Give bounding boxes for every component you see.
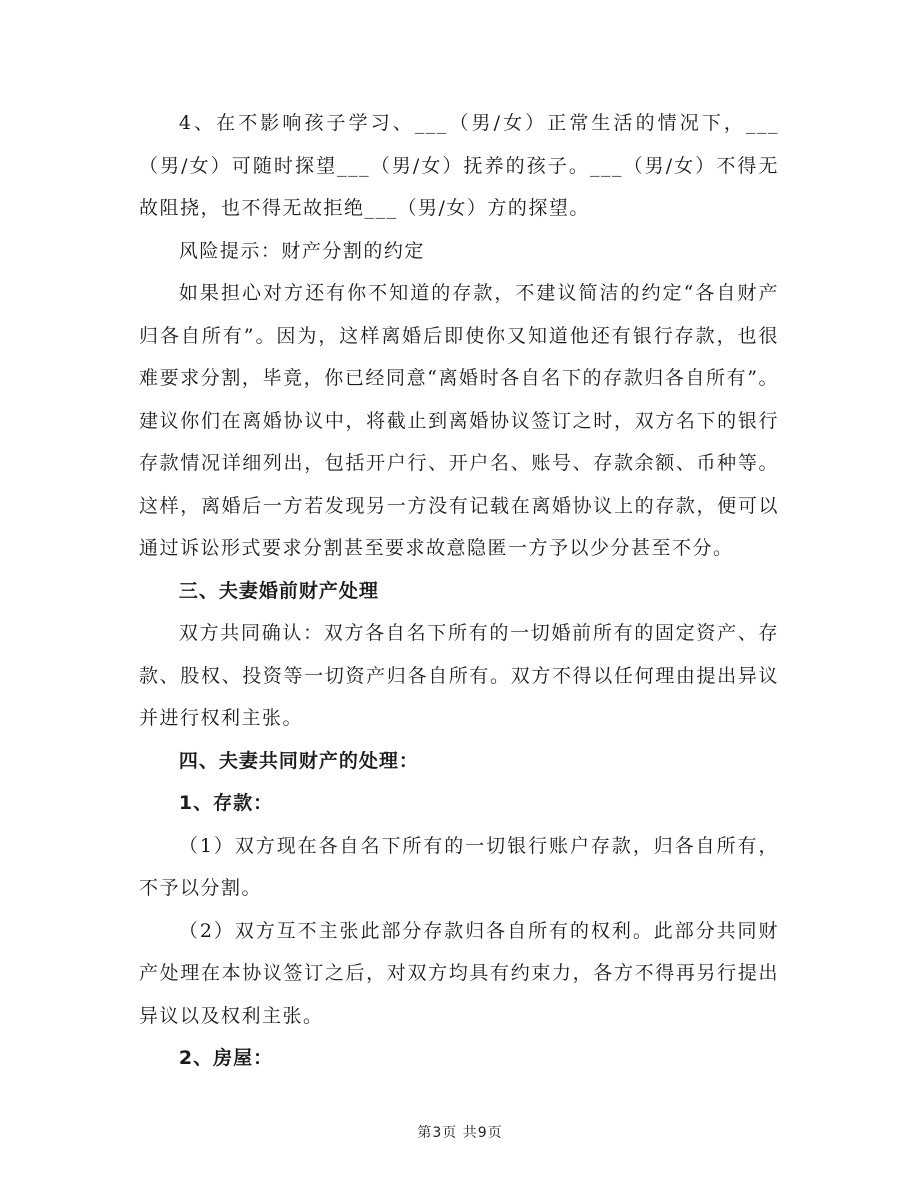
heading-deposits: 1、存款： [178,792,274,814]
page-number-footer: 第3页 共9页 [417,1125,503,1141]
heading-joint-property: 四、夫妻共同财产的处理： [178,749,419,772]
paragraph-visitation: 4、在不影响孩子学习、___（男/女）正常生活的情况下，___（男/女）可随时探望___（男/女）抚养的孩子。___（男/女）不得无故阻挠，也不得无故拒绝___（男/女）方的探望。 [139,112,779,219]
paragraph-premarital-property: 双方共同确认：双方各自名下所有的一切婚前所有的固定资产、存款、股权、投资等一切资产归各自所有。双方不得以任何理由提出异议并进行权利主张。 [139,622,779,729]
paragraph-deposits-2: （2）双方互不主张此部分存款归各自所有的权利。此部分共同财产处理在本协议签订之后，对双方均具有约束力，各方不得再另行提出异议以及权利主张。 [139,919,779,1027]
paragraph-risk-body: 如果担心对方还有你不知道的存款，不建议简洁的约定“各自财产归各自所有”。因为，这样离婚后即使你又知道他还有银行存款，也很难要求分割，毕竟，你已经同意“离婚时各自名下的存款归各自所有”。建议你们在离婚协议中，将截止到离婚协议签订之时，双方名下的银行存款情况详细列出，包括开户行、开户名、账号、存款余额、币种等。这样，离婚后一方若发现另一方没有记载在离婚协议上的存款，便可以通过诉讼形式要求分割甚至要求故意隐匿一方予以少分甚至不分。 [139,282,779,559]
paragraph-deposits-1: （1）双方现在各自名下所有的一切银行账户存款，归各自所有，不予以分割。 [139,834,779,899]
heading-premarital-property: 三、夫妻婚前财产处理 [178,579,379,602]
document-body [139,102,779,1080]
heading-housing: 2、房屋： [178,1047,274,1069]
paragraph-risk-title: 风险提示：财产分割的约定 [178,239,425,262]
